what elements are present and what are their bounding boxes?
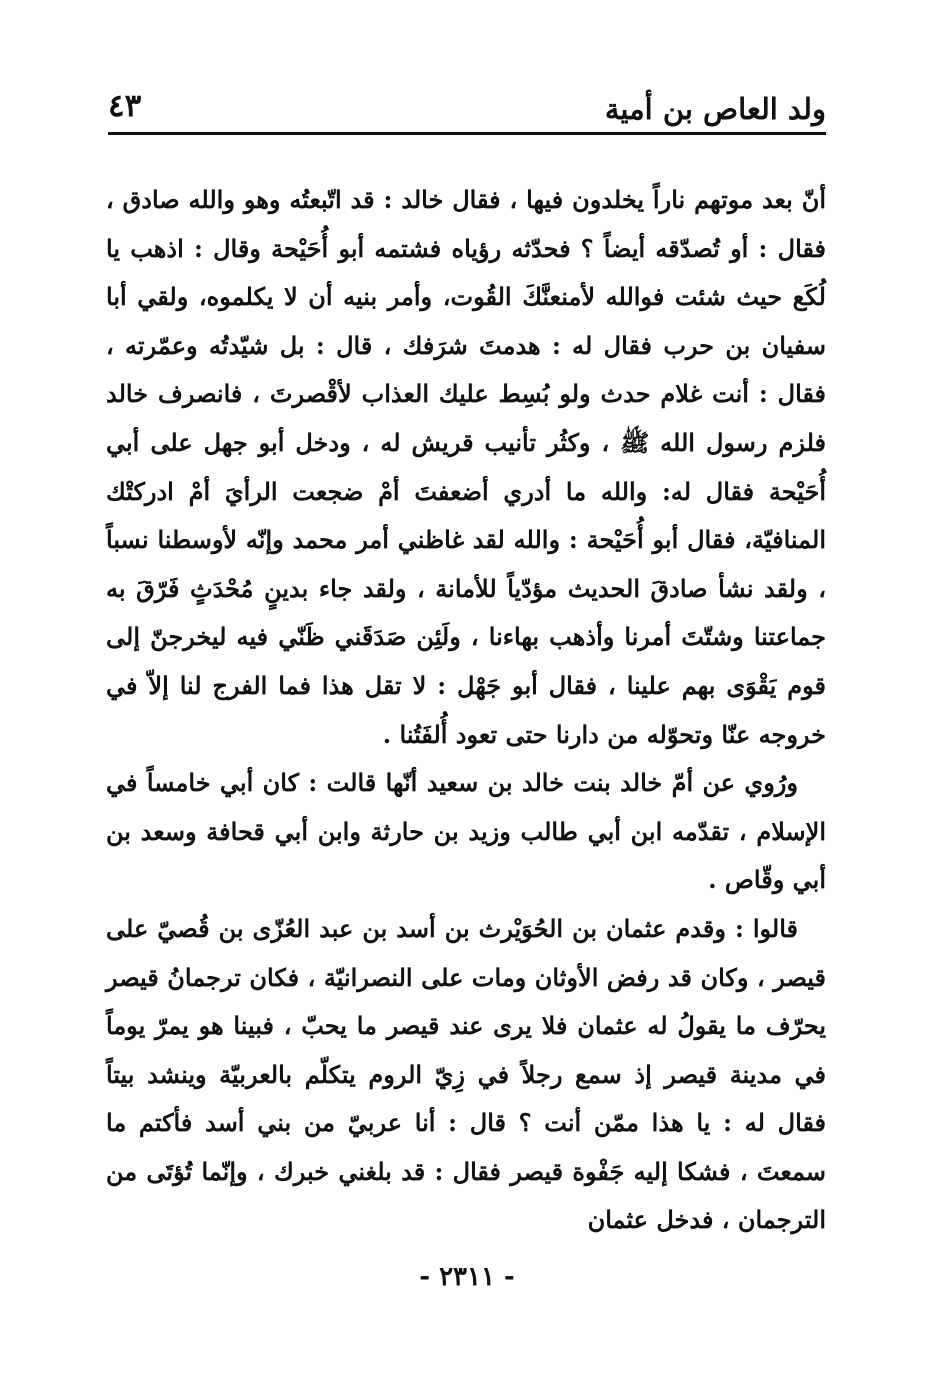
chapter-title: ولد العاص بن أمية [604, 92, 826, 126]
running-header [108, 88, 826, 130]
header-divider [108, 132, 826, 135]
paragraph-1: أنّ بعد موتهم ناراً يخلدون فيها ، فقال خالد : قد اتّبعتُه وهو والله صادق ، فقال : أو تُصدّقه أيضاً ؟ فحدّثه رؤياه فشتمه أبو أُحَيْحة وقال : اذهب يا لُكَع حيث شئت فوالله لأمنعنَّكَ القُوت، وأمر بنيه أن لا يكلموه، ولقي أبا سفيان بن حرب فقال له : هدمتَ شرَفك ، قال : بل شيّدتُه وعمّرته ، فقال : أنت غلام حدث ولو بُسِط عليك العذاب لأقْصرتَ ، فانصرف خالد فلزم رسول الله ﷺ ، وكثُر تأنيب قريش له ، ودخل أبو جهل على أبي أُحَيْحة فقال له: والله ما أدري أضعفتَ أمْ ضجعت الرأيَ أمْ ادركتْك المنافيّة، فقال أبو أُحَيْحة : والله لقد غاظني أمر محمد وإنّه لأوسطنا نسباً ، ولقد نشأ صادقَ الحديث مؤدّياً للأمانة ، ولقد جاء بدينٍ مُحْدَثٍ فَرّقَ به جماعتنا وشتّتَ أمرنا وأذهب بهاءنا ، ولَئِن صَدَقَني ظَنّي فيه ليخرجنّ إلى قوم يَقْوَى بهم علينا ، فقال أبو جَهْل : لا تقل هذا فما الفرج لنا إلاّ في خروجه عنّا وتحوّله من دارنا حتى تعود أُلفَتُنا . [106, 185, 826, 749]
paragraph-3: قالوا : وقدم عثمان بن الحُوَيْرث بن أسد بن عبد العُزّى بن قُصيّ على قيصر ، وكان قد رفض الأوثان ومات على النصرانيّة ، فكان ترجمانُ قيصر يحرّف ما يقولُ له عثمان فلا يرى عند قيصر ما يحبّ ، فبينا هو يمرّ يوماً في مدينة قيصر إذ سمع رجلاً في زِيّ الروم يتكلّم بالعربيّة وينشد بيتاً فقال له : يا هذا ممّن أنت ؟ قال : أنا عربيّ من بني أسد فأكتم ما سمعتَ ، فشكا إليه جَفْوة قيصر فقال : قد بلغني خبرك ، وإنّما تُؤتَى من الترجمان ، فدخل عثمان [106, 913, 826, 1235]
paragraph-2: ورُوي عن أمّ خالد بنت خالد بن سعيد أنّها قالت : كان أبي خامساً في الإسلام ، تقدّمه ابن أبي طالب وزيد بن حارثة وابن أبي قحافة وسعد بن أبي وقّاص . [106, 768, 826, 895]
footer-page-number: - ٢٣١١ - [419, 1262, 515, 1292]
body-text [106, 176, 826, 1245]
header-page-number: ٤٣ [108, 88, 142, 124]
